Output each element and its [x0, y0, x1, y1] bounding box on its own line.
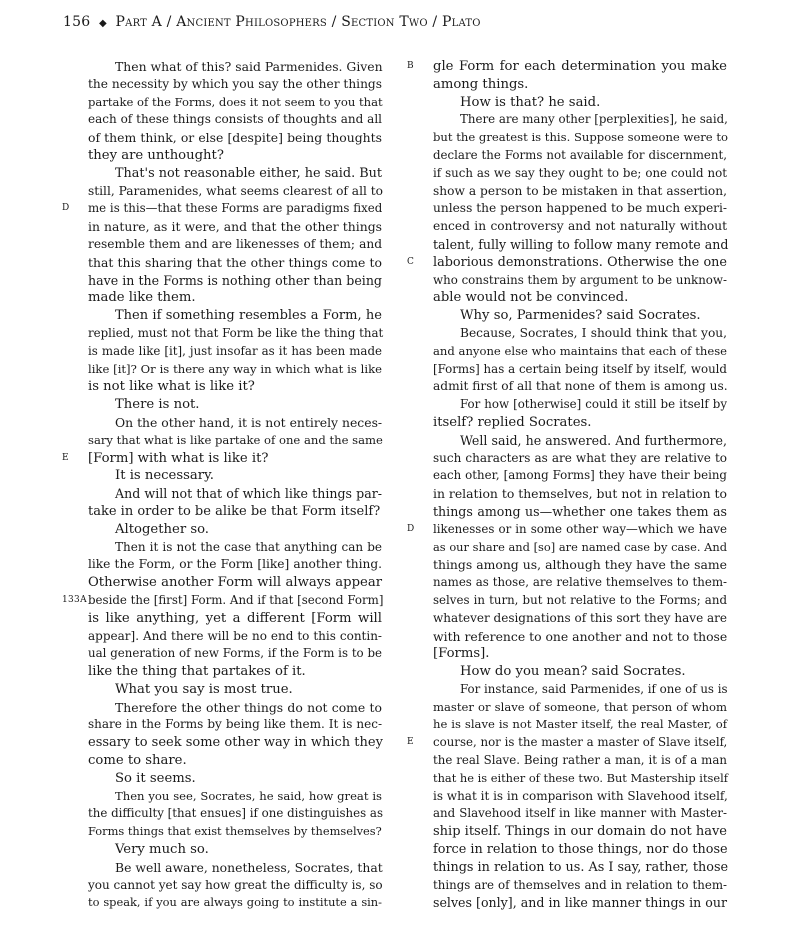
text-line: [433, 361, 727, 379]
line-text: me is this—that these Forms are paradigms fixed: [88, 201, 383, 216]
stephanus-marker: C: [407, 256, 415, 267]
text-line: [88, 841, 382, 859]
line-text: How is that? he said.: [460, 94, 601, 110]
text-line: [433, 200, 727, 218]
line-text: It is necessary.: [115, 468, 214, 484]
text-line: [433, 610, 727, 628]
line-text: laborious demonstrations. Otherwise the one: [433, 254, 727, 270]
text-line: [433, 805, 727, 823]
line-text: take in order to be alike be that Form itself?: [88, 503, 381, 519]
line-text: course, nor is the master a master of Slave itself,: [433, 735, 728, 750]
line-text: share in the Forms by being like them. It is nec-: [88, 717, 382, 732]
text-line: [433, 111, 727, 129]
line-text: resemble them and are likenesses of them; and: [88, 236, 382, 251]
line-text: selves in turn, but not relative to the Forms; and: [433, 592, 727, 607]
text-line: [433, 183, 727, 201]
line-text: such characters as are what they are relative to: [433, 450, 727, 465]
text-line: [88, 556, 382, 574]
line-text: made like them.: [88, 290, 196, 306]
text-line: [88, 147, 382, 165]
text-line: [433, 503, 727, 521]
line-text: Well said, he answered. And furthermore,: [460, 432, 727, 448]
text-line: [433, 414, 727, 432]
header-section: Section Two: [341, 14, 428, 30]
text-line: [433, 539, 727, 557]
text-line: [88, 165, 382, 183]
text-line: [433, 645, 727, 663]
text-line: [88, 699, 382, 717]
text-line: [407, 254, 727, 272]
page-number: 156: [63, 14, 91, 30]
line-text: is not like what is like it?: [88, 379, 255, 395]
stephanus-marker: B: [407, 61, 414, 71]
line-text: things in relation to us. As I say, rather, those: [433, 859, 729, 875]
text-line: [433, 716, 727, 734]
text-line: [433, 467, 727, 485]
text-line: [433, 76, 727, 94]
line-text: selves [only], and in like manner things in our: [433, 895, 727, 911]
line-text: For instance, said Parmenides, if one of us is: [460, 681, 728, 696]
text-line: [88, 877, 382, 895]
text-line: [88, 289, 382, 307]
text-line: [88, 236, 382, 254]
text-line: [433, 877, 727, 895]
text-line: [433, 236, 727, 254]
text-line: [433, 94, 727, 112]
line-text: each other, [among Forms] they have their being: [433, 468, 727, 483]
line-text: still, Paramenides, what seems clearest of all to: [88, 183, 383, 198]
line-text: of them think, or else [despite] being thoughts: [88, 130, 382, 146]
line-text: is what it is in comparison with Slavehood itself,: [433, 788, 728, 803]
text-line: [433, 272, 727, 290]
text-line: [433, 592, 727, 610]
line-text: Why so, Parmenides? said Socrates.: [460, 308, 701, 324]
line-text: Then if something resembles a Form, he: [115, 308, 382, 324]
text-line: [88, 76, 382, 94]
line-text: names as those, are relative themselves to them-: [433, 575, 727, 590]
line-text: Be well aware, nonetheless, Socrates, that: [115, 859, 383, 875]
line-text: like the thing that partakes of it.: [88, 664, 306, 680]
text-line: [88, 111, 382, 129]
stephanus-marker: E: [62, 452, 69, 463]
text-line: [433, 396, 727, 414]
text-line: [407, 58, 727, 76]
line-text: And will not that of which like things par-: [115, 486, 382, 502]
running-header: 156 ◆ Part A / Ancient Philosophers / Section Two / Plato: [63, 14, 481, 30]
text-line: [88, 325, 382, 343]
text-line: [88, 361, 382, 379]
text-line: [433, 752, 727, 770]
text-line: [433, 485, 727, 503]
line-text: For how [otherwise] could it still be itself by: [460, 397, 727, 412]
text-line: [88, 396, 382, 414]
line-text: if such as we say they ought to be; one could not: [433, 165, 727, 180]
line-text: is made like [it], just insofar as it has been made: [88, 343, 382, 358]
line-text: things among us—whether one takes them as: [433, 503, 727, 519]
line-text: master or slave of someone, that person of whom: [433, 699, 727, 714]
text-line: [62, 592, 384, 610]
line-text: show a person to be mistaken in that assertion,: [433, 183, 727, 198]
line-text: force in relation to those things, nor do those: [433, 842, 728, 858]
line-text: who constrains them by argument to be unknow-: [433, 272, 727, 287]
line-text: gle Form for each determination you make: [433, 59, 727, 74]
text-line: [88, 378, 382, 396]
text-line: [88, 218, 382, 236]
line-text: whatever designations of this sort they have are: [433, 610, 727, 625]
text-line: [433, 432, 727, 450]
line-text: Altogether so.: [115, 521, 209, 537]
text-line: [433, 681, 727, 699]
text-line: [88, 129, 382, 147]
line-text: ship itself. Things in our domain do not have: [433, 824, 727, 840]
line-text: essary to seek some other way in which they: [88, 735, 383, 751]
line-text: as our share and [so] are named case by case. And: [433, 539, 727, 554]
text-line: [88, 485, 382, 503]
text-line: [88, 432, 382, 450]
line-text: the difficulty [that ensues] if one distinguishes as: [88, 806, 384, 821]
text-line: [433, 325, 727, 343]
line-text: that he is either of these two. But Mastership itself: [433, 770, 728, 785]
line-text: Because, Socrates, I should think that you,: [460, 325, 727, 340]
text-line: [433, 556, 727, 574]
line-text: things are of themselves and in relation to them-: [433, 877, 727, 892]
line-text: he is slave is not Master itself, the real Master, of: [433, 717, 727, 732]
text-line: [433, 378, 727, 396]
text-line: [433, 859, 727, 877]
right-column: [407, 58, 729, 912]
text-line: [88, 307, 382, 325]
line-text: you cannot yet say how great the difficulty is, so: [88, 877, 383, 892]
text-line: [433, 218, 727, 236]
text-line: [433, 129, 727, 147]
line-text: they are unthought?: [88, 147, 224, 163]
text-line: [433, 788, 727, 806]
text-line: [433, 450, 727, 468]
line-text: partake of the Forms, does it not seem to you that: [88, 94, 383, 109]
line-text: things among us, although they have the same: [433, 557, 727, 573]
text-line: [88, 752, 382, 770]
line-text: admit first of all that none of them is among us.: [433, 379, 728, 394]
text-line: [433, 289, 727, 307]
line-text: talent, fully willing to follow many remote and: [433, 236, 729, 252]
line-text: in relation to themselves, but not in relation to: [433, 486, 727, 502]
line-text: ual generation of new Forms, if the Form is to be: [88, 646, 382, 661]
text-line: [88, 467, 382, 485]
text-line: [88, 272, 382, 290]
line-text: able would not be convinced.: [433, 290, 629, 306]
text-line: [433, 894, 727, 912]
line-text: That's not reasonable either, he said. But: [115, 165, 383, 181]
text-line: [407, 521, 727, 539]
line-text: Then it is not the case that anything can be: [115, 539, 382, 554]
line-text: beside the [first] Form. And if that [second Form]: [88, 592, 384, 607]
text-line: [62, 200, 383, 218]
text-line: [433, 307, 727, 325]
text-line: [433, 841, 727, 859]
text-line: [88, 503, 382, 521]
line-text: declare the Forms not available for discernment,: [433, 147, 727, 162]
line-text: the real Slave. Being rather a man, it is of a man: [433, 753, 727, 768]
text-line: [88, 521, 382, 539]
text-line: [433, 770, 727, 788]
line-text: unless the person happened to be much experi-: [433, 201, 727, 216]
text-line: [433, 574, 727, 592]
line-text: Forms things that exist themselves by themselves?: [88, 824, 382, 839]
line-text: [Form] with what is like it?: [88, 450, 269, 466]
text-line: [88, 770, 382, 788]
line-text: What you say is most true.: [115, 681, 293, 697]
line-text: to speak, if you are always going to institute a sin-: [88, 895, 382, 910]
line-text: among things.: [433, 76, 529, 92]
header-title: Ancient Philosophers: [176, 14, 327, 30]
text-line: [88, 859, 382, 877]
line-text: is like anything, yet a different [Form will: [88, 610, 382, 626]
line-text: likenesses or in some other way—which we have: [433, 521, 727, 536]
line-text: So it seems.: [115, 770, 196, 786]
line-text: enced in controversy and not naturally without: [433, 219, 727, 234]
line-text: and Slavehood itself in like manner with Master-: [433, 806, 727, 821]
line-text: replied, must not that Form be like the thing that: [88, 325, 384, 340]
text-line: [88, 805, 382, 823]
line-text: [Forms] has a certain being itself by itself, would: [433, 361, 727, 376]
line-text: with reference to one another and not to those: [433, 628, 728, 644]
text-line: [433, 147, 727, 165]
text-line: [88, 94, 382, 112]
text-line: [88, 414, 382, 432]
line-text: like the Form, or the Form [like] another thing.: [88, 557, 382, 572]
text-line: [62, 450, 382, 468]
text-line: [88, 894, 382, 912]
text-line: [88, 574, 382, 592]
text-line: [88, 58, 382, 76]
text-line: [433, 663, 727, 681]
line-text: Then you see, Socrates, he said, how great is: [115, 788, 382, 803]
diamond-icon: ◆: [98, 18, 107, 29]
text-line: [88, 823, 382, 841]
line-text: that this sharing that the other things come to: [88, 254, 382, 270]
line-text: and anyone else who maintains that each of these: [433, 343, 727, 358]
text-line: [88, 716, 382, 734]
line-text: Very much so.: [115, 842, 209, 858]
text-line: [88, 610, 382, 628]
text-line: [88, 734, 382, 752]
line-text: sary that what is like partake of one and the same: [88, 432, 383, 447]
line-text: Then what of this? said Parmenides. Given: [115, 59, 383, 74]
text-line: [88, 663, 382, 681]
text-line: [433, 165, 727, 183]
text-line: [433, 628, 727, 646]
header-author: Plato: [442, 14, 481, 30]
stephanus-marker: E: [407, 737, 414, 748]
line-text: Therefore the other things do not come to: [115, 699, 382, 715]
line-text: the necessity by which you say the other things: [88, 76, 382, 91]
line-text: On the other hand, it is not entirely neces-: [115, 414, 383, 430]
text-line: [88, 681, 382, 699]
text-line: [433, 823, 727, 841]
text-line: [88, 183, 382, 201]
line-text: have in the Forms is nothing other than being: [88, 272, 382, 288]
line-text: How do you mean? said Socrates.: [460, 664, 686, 680]
text-line: [88, 645, 382, 663]
stephanus-marker: D: [62, 203, 70, 214]
line-text: There are many other [perplexities], he said,: [460, 112, 728, 127]
text-line: [88, 539, 382, 557]
text-line: [433, 699, 727, 717]
line-text: [Forms].: [433, 646, 490, 662]
left-column: [62, 58, 384, 912]
line-text: There is not.: [115, 397, 200, 413]
text-line: [88, 788, 382, 806]
line-text: itself? replied Socrates.: [433, 414, 592, 430]
header-part: Part A: [115, 14, 162, 30]
text-line: [88, 343, 382, 361]
line-text: in nature, as it were, and that the other things: [88, 219, 382, 235]
line-text: like [it]? Or is there any way in which what is like: [88, 361, 382, 376]
text-line: [433, 343, 727, 361]
text-line: [88, 628, 382, 646]
stephanus-marker: D: [407, 523, 415, 534]
line-text: Otherwise another Form will always appear: [88, 575, 382, 591]
text-line: [88, 254, 382, 272]
line-text: but the greatest is this. Suppose someone were to: [433, 130, 728, 145]
text-line: [407, 734, 728, 752]
line-text: appear]. And there will be no end to this contin-: [88, 628, 382, 643]
line-text: each of these things consists of thoughts and all: [88, 112, 382, 127]
line-text: come to share.: [88, 753, 187, 769]
stephanus-marker: 133A: [62, 594, 87, 605]
